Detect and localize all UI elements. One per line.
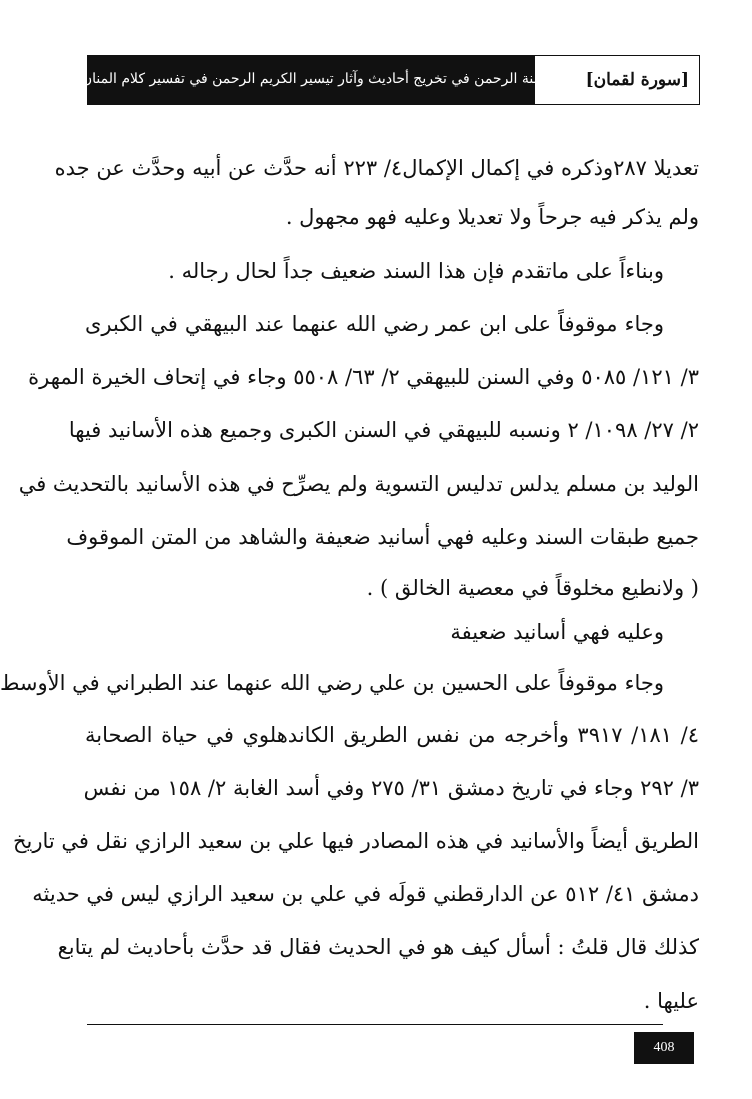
body-line: وجاء موقوفاً على ابن عمر رضي الله عنهما عند البيهقي في الكبرى	[85, 312, 664, 336]
body-line: ( ولانطيع مخلوقاً في معصية الخالق ) .	[366, 576, 699, 600]
body-line: وعليه فهي أسانيد ضعيفة	[450, 620, 664, 644]
book-title: منة الرحمن في تخريج أحاديث وآثار تيسير الكريم الرحمن في تفسير كلام المنان	[81, 71, 542, 88]
body-line: كذلك قال قلتُ : أسأل كيف هو في الحديث فقال قد حدَّث بأحاديث لم يتابع	[57, 935, 699, 959]
body-line: ٤/ ١٨١/ ٣٩١٧ وأخرجه من نفس الطريق الكاندهلوي في حياة الصحابة	[85, 723, 699, 747]
page-number: 408	[653, 1040, 675, 1055]
body-line: الطريق أيضاً والأسانيد في هذه المصادر فيها علي بن سعيد الرازي نقل في تاريخ	[12, 829, 699, 853]
body-line: ٣/ ١٢١/ ٥٠٨٥ وفي السنن للبيهقي ٢/ ٦٣/ ٥٥٠٨ وجاء في إتحاف الخيرة المهرة	[28, 365, 699, 389]
body-line: الوليد بن مسلم يدلس تدليس التسوية ولم يصرِّح في هذه الأسانيد بالتحديث في	[18, 472, 699, 496]
footer-rule	[87, 1024, 663, 1025]
surah-title: [سورة لقمان]	[585, 70, 689, 90]
body-line: ولم يذكر فيه جرحاً ولا تعديلا وعليه فهو مجهول .	[285, 205, 699, 229]
body-line: دمشق ٤١/ ٥١٢ عن الدارقطني قولَه في علي بن سعيد الرازي ليس في حديثه	[32, 882, 699, 906]
body-line: ٢/ ٢٧/ ١٠٩٨/ ٢ ونسبه للبيهقي في السنن الكبرى وجميع هذه الأسانيد فيها	[68, 418, 699, 442]
running-header	[81, 55, 700, 105]
body-line: وجاء موقوفاً على الحسين بن علي رضي الله عنهما عند الطبراني في الأوسط	[0, 671, 664, 695]
body-line: ٣/ ٢٩٢ وجاء في تاريخ دمشق ٣١/ ٢٧٥ وفي أسد الغابة ٢/ ١٥٨ من نفس	[83, 776, 699, 800]
body-line: تعديلا ٢٨٧وذكره في إكمال الإكمال٤/ ٢٢٣ أنه حدَّث عن أبيه وحدَّث عن جده	[54, 156, 699, 180]
page-number-box	[634, 1032, 694, 1064]
body-line: جميع طبقات السند وعليه فهي أسانيد ضعيفة والشاهد من المتن الموقوف	[66, 525, 699, 549]
body-line: وبناءاً على ماتقدم فإن هذا السند ضعيف جداً لحال رجاله .	[168, 259, 664, 283]
body-line: عليها .	[643, 989, 699, 1013]
book-title-box	[81, 56, 542, 104]
